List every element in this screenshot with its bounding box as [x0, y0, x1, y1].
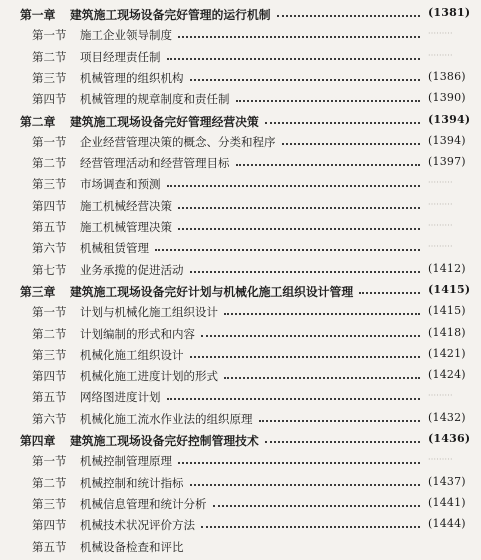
toc-entry-number: 第一节 — [32, 305, 67, 320]
toc-entry-title: 机械化施工流水作业法的组织原理 — [80, 411, 253, 426]
toc-dot-leader — [190, 271, 420, 273]
toc-dot-leader — [277, 15, 420, 17]
toc-entry-title: 计划与机械化施工组织设计 — [80, 305, 218, 320]
toc-entry-number: 第四章 — [20, 434, 56, 448]
toc-entry-title: 施工机械管理决策 — [80, 220, 172, 234]
toc-page-number: (1415) — [428, 282, 471, 296]
toc-section-row — [0, 46, 481, 66]
toc-page-number: (1415) — [428, 304, 466, 318]
toc-section-row — [0, 67, 481, 87]
toc-entry-title: 项目经理责任制 — [80, 49, 161, 64]
toc-dot-leader — [167, 58, 420, 60]
toc-section-row — [0, 173, 481, 193]
toc-entry-title: 机械管理的组织机构 — [80, 70, 184, 85]
toc-entry-number: 第六节 — [32, 241, 67, 256]
toc-entry-number: 第三节 — [32, 347, 67, 362]
toc-page-number: (1441) — [428, 495, 466, 509]
toc-dot-leader — [201, 335, 420, 337]
toc-page-number: (1436) — [428, 432, 471, 445]
toc-section-row — [0, 88, 481, 108]
toc-page-number: (1394) — [428, 112, 471, 126]
toc-page-number: ········· — [428, 29, 453, 39]
toc-dot-leader — [359, 292, 420, 294]
toc-section-row — [0, 514, 481, 534]
toc-entry-number: 第五节 — [32, 390, 67, 405]
toc-section-row — [0, 195, 481, 215]
toc-entry-title: 机械管理的规章制度和责任制 — [80, 92, 230, 107]
toc-page-number: ········· — [428, 391, 453, 401]
toc-dot-leader — [155, 249, 420, 251]
toc-page-number: (1397) — [428, 155, 466, 169]
toc-entry-title: 建筑施工现场设备完好控制管理技术 — [70, 434, 259, 448]
toc-entry-title: 建筑施工现场设备完好管理经营决策 — [70, 114, 259, 129]
toc-entry-title: 业务承揽的促进活动 — [80, 262, 184, 277]
toc-entry-number: 第三节 — [32, 177, 67, 192]
toc-section-row — [0, 450, 481, 470]
toc-entry-title: 建筑施工现场设备完好计划与机械化施工组织设计管理 — [70, 284, 354, 299]
toc-entry-number: 第二节 — [32, 475, 67, 490]
toc-section-row — [0, 344, 481, 364]
toc-dot-leader — [259, 420, 420, 422]
toc-section-row — [0, 408, 481, 428]
toc-entry-number: 第五节 — [32, 539, 67, 554]
toc-page-number: (1412) — [428, 261, 466, 275]
toc-entry-number: 第四节 — [32, 518, 67, 533]
toc-entry-number: 第二节 — [32, 156, 67, 171]
toc-entry-title: 施工机械经营决策 — [80, 198, 172, 213]
toc-entry-title: 机械租赁管理 — [80, 241, 149, 256]
toc-chapter-row — [0, 429, 481, 449]
toc-entry-number: 第一章 — [20, 8, 56, 22]
toc-entry-number: 第二节 — [32, 326, 67, 341]
toc-entry-number: 第一节 — [32, 454, 67, 469]
toc-section-row — [0, 386, 481, 406]
toc-dot-leader — [190, 356, 420, 358]
toc-page-number: (1418) — [428, 325, 466, 339]
toc-chapter-row — [0, 110, 481, 130]
toc-entry-title: 市场调查和预测 — [80, 177, 161, 192]
toc-entry-number: 第一节 — [32, 28, 67, 43]
toc-entry-number: 第四节 — [32, 198, 67, 213]
toc-section-row — [0, 24, 481, 44]
toc-section-row — [0, 536, 481, 556]
toc-page-number: (1432) — [428, 410, 466, 424]
toc-dot-leader — [178, 462, 420, 464]
toc-section-row — [0, 365, 481, 385]
toc-dot-leader — [178, 36, 420, 38]
toc-section-row — [0, 493, 481, 513]
toc-entry-title: 计划编制的形式和内容 — [80, 326, 195, 341]
toc-dot-leader — [167, 398, 420, 400]
toc-dot-leader — [190, 484, 420, 486]
toc-entry-number: 第三章 — [20, 284, 56, 299]
toc-entry-title: 网络图进度计划 — [80, 390, 161, 405]
toc-page-number: (1394) — [428, 133, 466, 147]
toc-dot-leader — [236, 100, 420, 102]
toc-page-number: ········· — [428, 221, 453, 230]
toc-dot-leader — [265, 441, 420, 443]
toc-chapter-row — [0, 3, 481, 23]
toc-section-row — [0, 237, 481, 257]
toc-page-number: (1424) — [428, 368, 466, 382]
toc-dot-leader — [167, 185, 420, 187]
toc-entry-title: 企业经营管理决策的概念、分类和程序 — [80, 134, 276, 149]
toc-entry-number: 第三节 — [32, 496, 67, 511]
toc-page-number: ········· — [428, 199, 453, 209]
toc-page-number: (1421) — [428, 346, 466, 360]
toc-entry-title: 机械信息管理和统计分析 — [80, 496, 207, 511]
toc-entry-title: 建筑施工现场设备完好管理的运行机制 — [70, 8, 271, 22]
toc-dot-leader — [213, 505, 420, 507]
toc-section-row — [0, 152, 481, 172]
toc-dot-leader — [224, 313, 420, 315]
toc-entry-title: 经营管理活动和经营管理目标 — [80, 156, 230, 171]
toc-section-row — [0, 472, 481, 492]
toc-entry-title: 施工企业领导制度 — [80, 28, 172, 43]
toc-entry-number: 第一节 — [32, 134, 67, 149]
toc-entry-title: 机械控制管理原理 — [80, 454, 172, 469]
toc-page-number: ········· — [428, 455, 453, 465]
toc-entry-number: 第二章 — [20, 114, 56, 129]
toc-entry-number: 第四节 — [32, 369, 67, 384]
toc-page-number: ········· — [428, 178, 453, 188]
toc-page-number: ········· — [428, 50, 453, 60]
toc-dot-leader — [178, 228, 420, 230]
toc-dot-leader — [282, 143, 420, 145]
toc-entry-title: 机械控制和统计指标 — [80, 475, 184, 490]
toc-section-row — [0, 301, 481, 321]
toc-section-row — [0, 131, 481, 151]
toc-section-row — [0, 259, 481, 279]
toc-page-number: (1437) — [428, 474, 466, 488]
toc-entry-number: 第四节 — [32, 92, 67, 107]
toc-entry-number: 第二节 — [32, 49, 67, 64]
toc-entry-title: 机械化施工进度计划的形式 — [80, 369, 218, 384]
toc-page-number: (1386) — [428, 69, 466, 83]
toc-entry-number: 第五节 — [32, 220, 67, 234]
toc-entry-title: 机械设备检查和评比 — [80, 539, 184, 554]
toc-entry-number: 第六节 — [32, 411, 67, 426]
toc-dot-leader — [201, 526, 420, 528]
toc-entry-title: 机械化施工组织设计 — [80, 347, 184, 362]
toc-dot-leader — [178, 207, 420, 209]
toc-section-row — [0, 323, 481, 343]
toc-entry-title: 机械技术状况评价方法 — [80, 518, 195, 533]
toc-entry-number: 第七节 — [32, 262, 67, 277]
toc-chapter-row — [0, 280, 481, 300]
toc-dot-leader — [224, 377, 420, 379]
toc-dot-leader — [265, 122, 420, 124]
toc-dot-leader — [190, 79, 420, 81]
toc-page-number: (1381) — [428, 6, 471, 19]
toc-dot-leader — [236, 164, 420, 166]
toc-entry-number: 第三节 — [32, 70, 67, 85]
toc-page-number: (1444) — [428, 517, 466, 531]
toc-section-row — [0, 216, 481, 236]
toc-page-number: ········· — [428, 242, 453, 252]
toc-page-number: (1390) — [428, 91, 466, 105]
